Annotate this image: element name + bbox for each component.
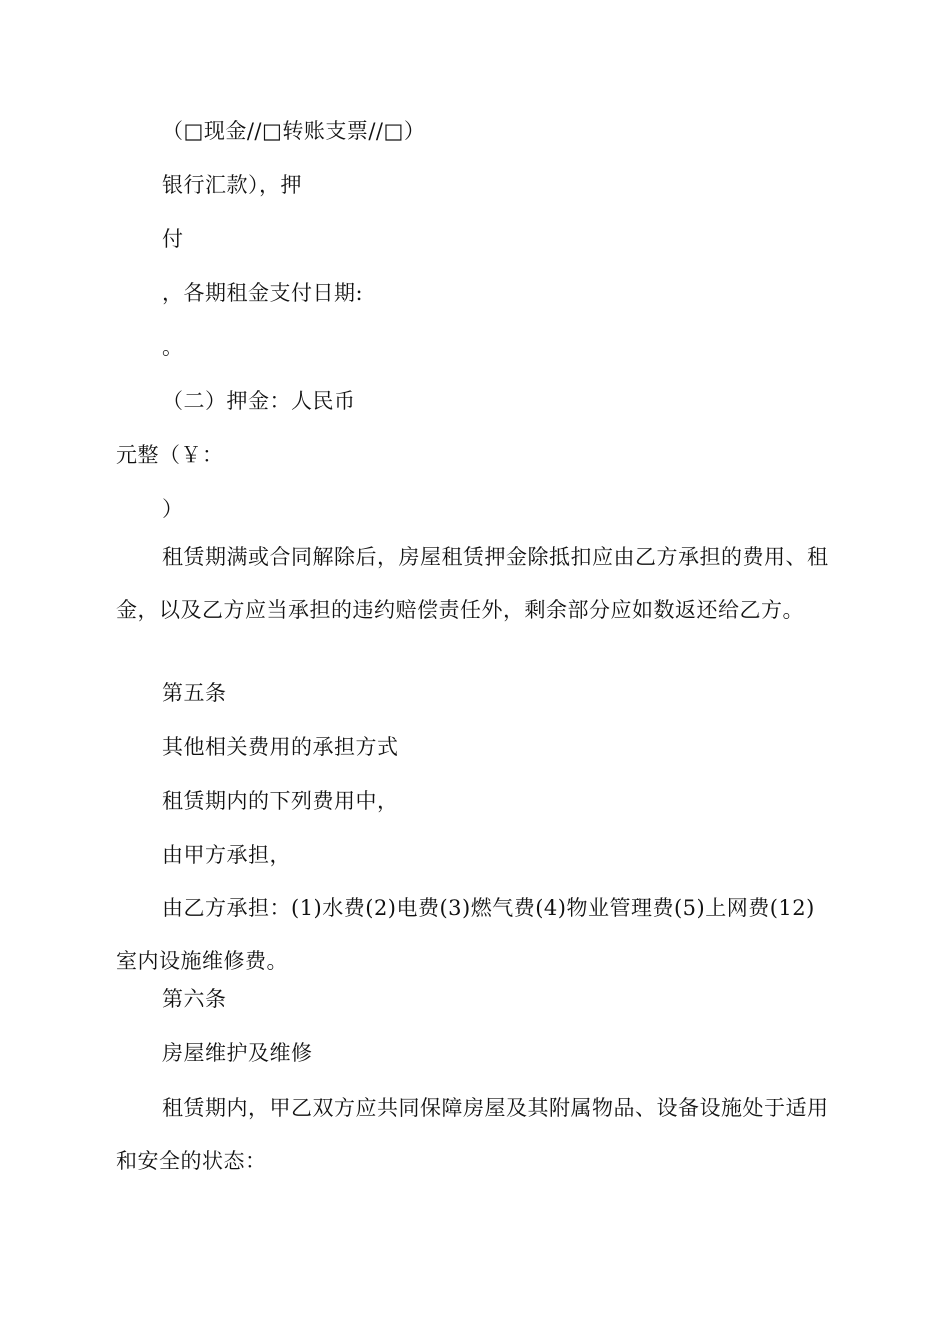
deposit-return-paragraph: 租赁期满或合同解除后，房屋租赁押金除抵扣应由乙方承担的费用、租金，以及乙方应当承担的违约赔偿责任外，剩余部分应如数返还给乙方。 [116, 545, 829, 622]
payment-cycle-line: 付 [162, 227, 184, 251]
article-5-intro: 租赁期内的下列费用中， [162, 789, 399, 813]
deposit-line: （二）押金：人民币 [162, 389, 356, 413]
closing-paren-line: ） [162, 497, 184, 521]
article-5-title: 第五条 [162, 681, 227, 705]
bank-transfer-line: 银行汇款），押 [162, 173, 302, 197]
article-5-party-a: 由甲方承担， [162, 843, 291, 867]
deposit-amount-line: 元整（￥： [116, 443, 224, 467]
payment-date-line: ，各期租金支付日期: [162, 281, 364, 305]
payment-method-line: （□现金//□转账支票//□） [162, 119, 426, 143]
fees-paragraph: 由乙方承担：(1)水费(2)电费(3)燃气费(4)物业管理费(5)上网费(12)室内设施维修费。 [116, 896, 815, 973]
article-5-heading: 其他相关费用的承担方式 [162, 735, 399, 759]
article-6-title: 第六条 [162, 987, 227, 1011]
period-line: 。 [162, 335, 184, 359]
article-6-heading: 房屋维护及维修 [162, 1041, 313, 1065]
maintenance-paragraph: 租赁期内，甲乙双方应共同保障房屋及其附属物品、设备设施处于适用和安全的状态： [116, 1096, 829, 1173]
